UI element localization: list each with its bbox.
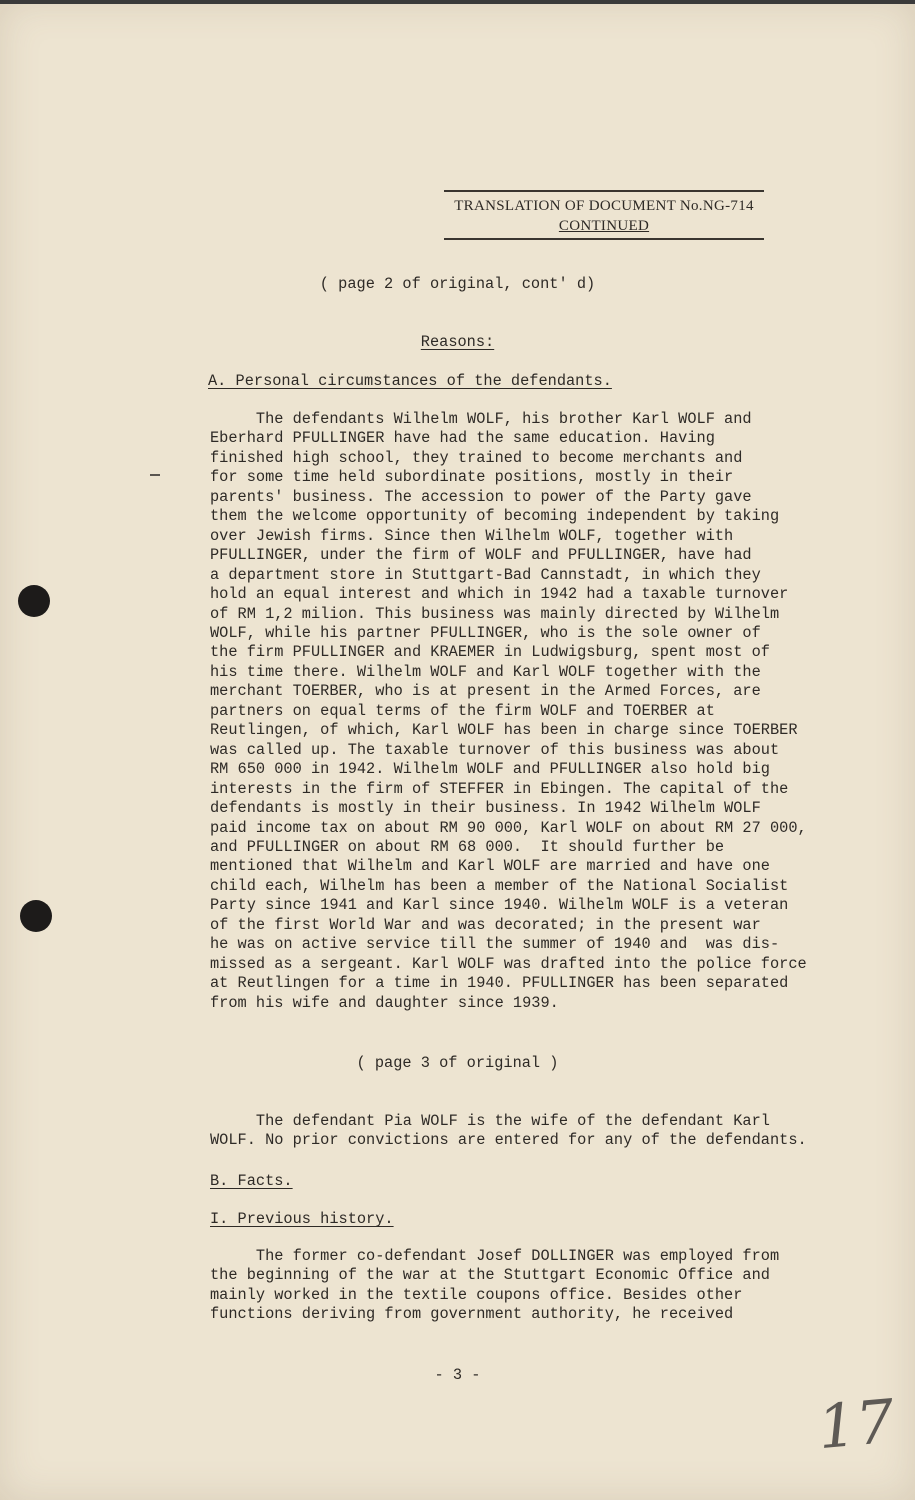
- text-line: hold an equal interest and which in 1942 had a taxable turnover: [210, 585, 789, 604]
- text-line: child each, Wilhelm has been a member of the National Socialist: [210, 876, 789, 895]
- document-header: [444, 190, 764, 240]
- punch-hole-top: [18, 585, 50, 617]
- document-subtitle: CONTINUED: [558, 218, 650, 234]
- paragraph-pia-wolf: [210, 1112, 850, 1151]
- text-line: mentioned that Wilhelm and Karl WOLF are married and have one: [210, 857, 770, 876]
- page-note-original-2: ( page 2 of original, cont' d): [319, 275, 596, 293]
- text-line: The defendants Wilhelm WOLF, his brother Karl WOLF and: [210, 410, 752, 428]
- text-line: for some time held subordinate positions, mostly in their: [210, 468, 734, 487]
- text-line: his time there. Wilhelm WOLF and Karl WOLF together with the: [210, 662, 761, 681]
- section-b-heading: B. Facts.: [210, 1172, 293, 1190]
- text-line: over Jewish firms. Since then Wilhelm WOLF, together with: [210, 526, 734, 545]
- text-line: RM 650 000 in 1942. Wilhelm WOLF and PFULLINGER also hold big: [210, 760, 770, 779]
- text-line: from his wife and daughter since 1939.: [210, 993, 559, 1012]
- text-line: was called up. The taxable turnover of this business was about: [210, 740, 780, 759]
- top-edge-border: [0, 0, 915, 4]
- text-line: interests in the firm of STEFFER in Ebingen. The capital of the: [210, 779, 789, 798]
- paragraph-previous-history: [210, 1247, 850, 1325]
- text-line: merchant TOERBER, who is at present in the Armed Forces, are: [210, 682, 761, 701]
- paragraph-personal-circumstances: [210, 410, 850, 1013]
- text-line: parents' business. The accession to power of the Party gave: [210, 487, 752, 506]
- text-line: of the first World War and was decorated; in the present war: [210, 915, 761, 934]
- text-line: WOLF, while his partner PFULLINGER, who is the sole owner of: [210, 623, 761, 642]
- text-line: missed as a sergeant. Karl WOLF was drafted into the police force: [210, 954, 807, 973]
- page-note-original-3: ( page 3 of original ): [356, 1054, 559, 1072]
- text-line: mainly worked in the textile coupons office. Besides other: [210, 1285, 743, 1304]
- text-line: Party since 1941 and Karl since 1940. Wilhelm WOLF is a veteran: [210, 896, 789, 915]
- text-line: the firm PFULLINGER and KRAEMER in Ludwigsburg, spent most of: [210, 643, 770, 662]
- handwritten-page-mark: 17: [815, 1386, 898, 1464]
- text-line: defendants is mostly in their business. In 1942 Wilhelm WOLF: [210, 799, 761, 818]
- previous-history-heading: I. Previous history.: [210, 1210, 394, 1228]
- text-line: functions deriving from government authority, he received: [210, 1305, 734, 1324]
- text-line: partners on equal terms of the firm WOLF and TOERBER at: [210, 701, 715, 720]
- reasons-heading: Reasons:: [420, 333, 495, 351]
- text-line: The defendant Pia WOLF is the wife of the defendant Karl: [210, 1112, 770, 1130]
- text-line: of RM 1,2 milion. This business was mainly directed by Wilhelm: [210, 604, 780, 623]
- text-line: Reutlingen, of which, Karl WOLF has been in charge since TOERBER: [210, 721, 798, 740]
- page-number: - 3 -: [434, 1366, 481, 1384]
- text-line: the beginning of the war at the Stuttgart Economic Office and: [210, 1266, 770, 1285]
- text-line: he was on active service till the summer of 1940 and was dis-: [210, 935, 780, 954]
- text-line: PFULLINGER, under the firm of WOLF and PFULLINGER, have had: [210, 546, 752, 565]
- text-line: Eberhard PFULLINGER have had the same education. Having: [210, 429, 715, 448]
- text-line: and PFULLINGER on about RM 68 000. It should further be: [210, 837, 725, 856]
- section-a-heading: A. Personal circumstances of the defendants.: [208, 372, 612, 390]
- text-line: The former co-defendant Josef DOLLINGER was employed from: [210, 1247, 780, 1265]
- text-line: a department store in Stuttgart-Bad Cannstadt, in which they: [210, 565, 761, 584]
- text-line: them the welcome opportunity of becoming independent by taking: [210, 507, 780, 526]
- punch-hole-bottom: [20, 900, 52, 932]
- text-line: WOLF. No prior convictions are entered for any of the defendants.: [210, 1131, 807, 1150]
- margin-mark: [150, 474, 160, 476]
- text-line: paid income tax on about RM 90 000, Karl WOLF on about RM 27 000,: [210, 818, 807, 837]
- text-line: at Reutlingen for a time in 1940. PFULLINGER has been separated: [210, 974, 789, 993]
- document-title: TRANSLATION OF DOCUMENT No.NG-714: [454, 198, 754, 214]
- text-line: finished high school, they trained to become merchants and: [210, 448, 743, 467]
